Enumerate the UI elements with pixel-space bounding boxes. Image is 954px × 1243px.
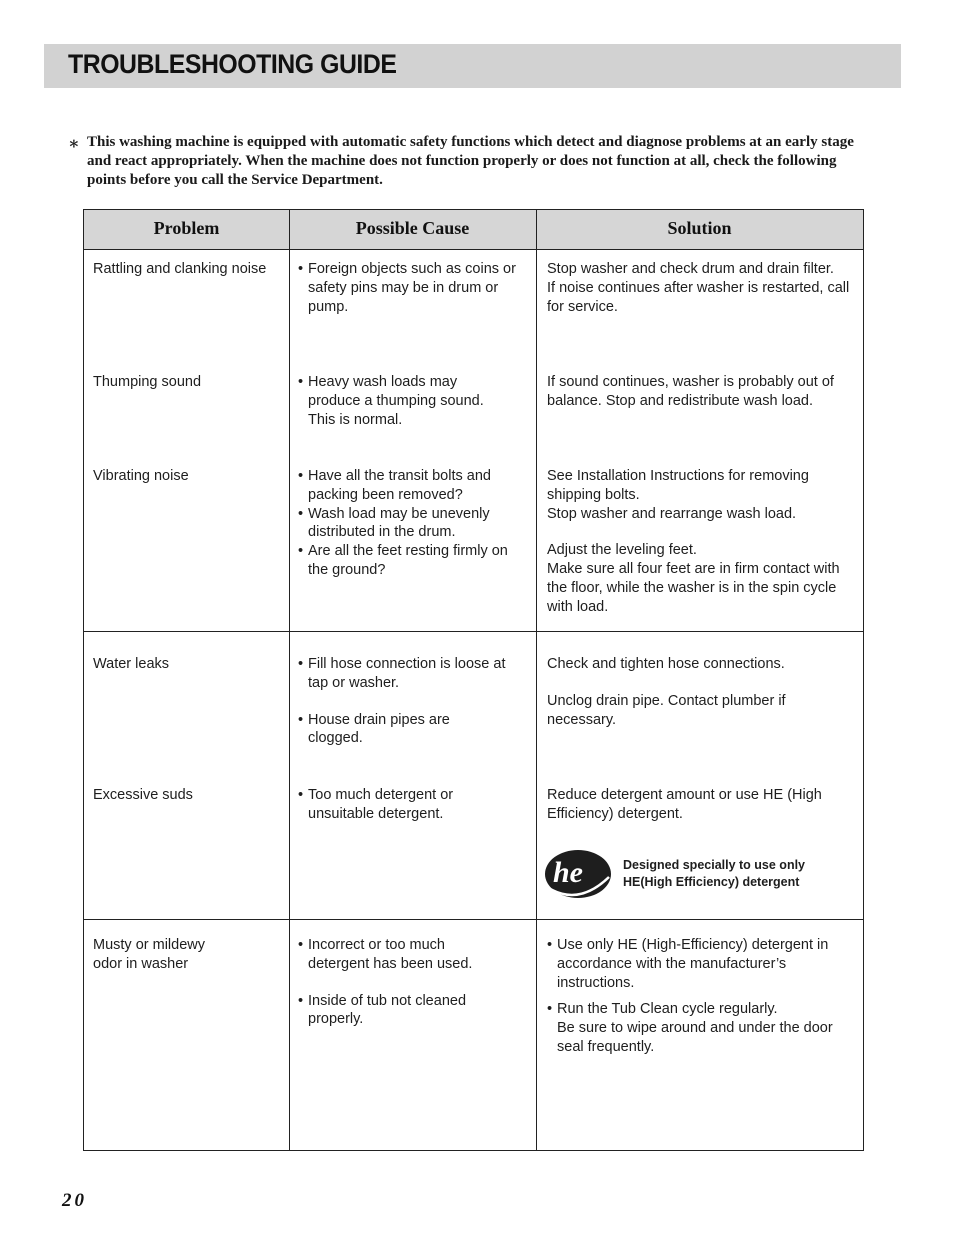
- cause-excessive-suds: [298, 786, 498, 824]
- page-title: TROUBLESHOOTING GUIDE: [68, 49, 397, 79]
- intro-note: [68, 133, 868, 190]
- list-item: • Wash load may be unevenly distributed in the drum.: [298, 505, 490, 541]
- cause-vibrating: [298, 467, 520, 580]
- list-item: • Have all the transit bolts and packing been removed?: [298, 468, 491, 503]
- solution-musty-odor: • Use only HE (High-Efficiency) detergent in accordance with the manufacturer’s instructions. • Run the Tub Clean cycle regularly. Be sure to wipe around and under the door seal frequently.: [547, 936, 847, 1057]
- list-item: • House drain pipes are clogged.: [298, 711, 450, 747]
- problem-thumping: Thumping sound: [93, 374, 202, 390]
- bullet-icon: •: [298, 787, 304, 803]
- intro-text: This washing machine is equipped with automatic safety functions which detect and diagnose problems at an early stage and react appropriately. When the machine does not function properly or does not function at all, check the following points before you call the Service Department.: [87, 134, 854, 188]
- cause-musty-odor: [298, 936, 498, 1029]
- cause-thumping: [298, 373, 498, 429]
- section-divider-1: [84, 631, 863, 632]
- title-bar: [44, 44, 901, 88]
- solution-vibrating: See Installation Instructions for removing shipping bolts. Stop washer and rearrange wash load. Adjust the leveling feet. Make sure all four feet are in firm contact with the floor, while the washer is in the spin cycle with load.: [547, 468, 840, 615]
- header-divider: [84, 249, 863, 250]
- he-note: Designed specially to use only HE(High Efficiency) detergent: [623, 858, 806, 889]
- cause-water-leaks: [298, 655, 528, 748]
- bullet-icon: •: [547, 937, 553, 953]
- section-divider-2: [84, 919, 863, 920]
- bullet-icon: •: [298, 937, 304, 953]
- problem-excessive-suds: Excessive suds: [93, 787, 193, 803]
- bullet-icon: •: [298, 374, 304, 390]
- bullet-icon: •: [298, 468, 304, 484]
- he-badge: [543, 847, 805, 901]
- list-item: • Are all the feet resting firmly on the ground?: [298, 543, 508, 578]
- header-possible-cause: Possible Cause: [355, 218, 470, 238]
- bullet-icon: •: [298, 992, 304, 1009]
- list-item: • Fill hose connection is loose at tap or washer.: [298, 656, 506, 691]
- list-item: • Foreign objects such as coins or safety pins may be in drum or pump.: [298, 261, 516, 315]
- list-item: • Run the Tub Clean cycle regularly.: [547, 1001, 778, 1018]
- problem-rattling: Rattling and clanking noise: [93, 261, 267, 277]
- solution-excessive-suds: Reduce detergent amount or use HE (High Efficiency) detergent.: [547, 787, 822, 822]
- solution-rattling: Stop washer and check drum and drain filter. If noise continues after washer is restarted, call for service.: [547, 261, 850, 315]
- list-item: • Incorrect or too much detergent has been used.: [298, 937, 473, 972]
- column-divider-2: [536, 210, 537, 1150]
- column-divider-1: [289, 210, 290, 1150]
- problem-vibrating: Vibrating noise: [93, 468, 189, 484]
- asterisk-icon: ∗: [68, 134, 80, 153]
- cause-rattling: [298, 260, 528, 316]
- bullet-icon: •: [298, 656, 304, 672]
- list-item: • Use only HE (High-Efficiency) detergent in accordance with the manufacturer’s instructions.: [547, 937, 829, 991]
- header-problem: Problem: [153, 218, 220, 238]
- bullet-icon: •: [298, 543, 304, 560]
- solution-thumping: If sound continues, washer is probably out of balance. Stop and redistribute wash load.: [547, 374, 834, 409]
- list-item: • Too much detergent or unsuitable detergent.: [298, 787, 454, 822]
- list-item: • Inside of tub not cleaned properly.: [298, 992, 467, 1028]
- bullet-icon: •: [298, 261, 304, 277]
- list-item: • Heavy wash loads may produce a thumping sound. This is normal.: [298, 374, 484, 428]
- bullet-icon: •: [547, 1001, 553, 1018]
- problem-musty-odor: Musty or mildewy odor in washer: [93, 937, 205, 972]
- svg-text:he: he: [553, 856, 583, 889]
- header-solution: Solution: [667, 218, 732, 238]
- troubleshooting-table: [83, 209, 864, 1151]
- page-number: 20: [62, 1190, 87, 1211]
- bullet-icon: •: [298, 505, 304, 522]
- solution-water-leaks: Check and tighten hose connections. Unclog drain pipe. Contact plumber if necessary.: [547, 656, 786, 728]
- he-logo-icon: [543, 847, 613, 901]
- problem-water-leaks: Water leaks: [93, 656, 170, 672]
- bullet-icon: •: [298, 711, 304, 728]
